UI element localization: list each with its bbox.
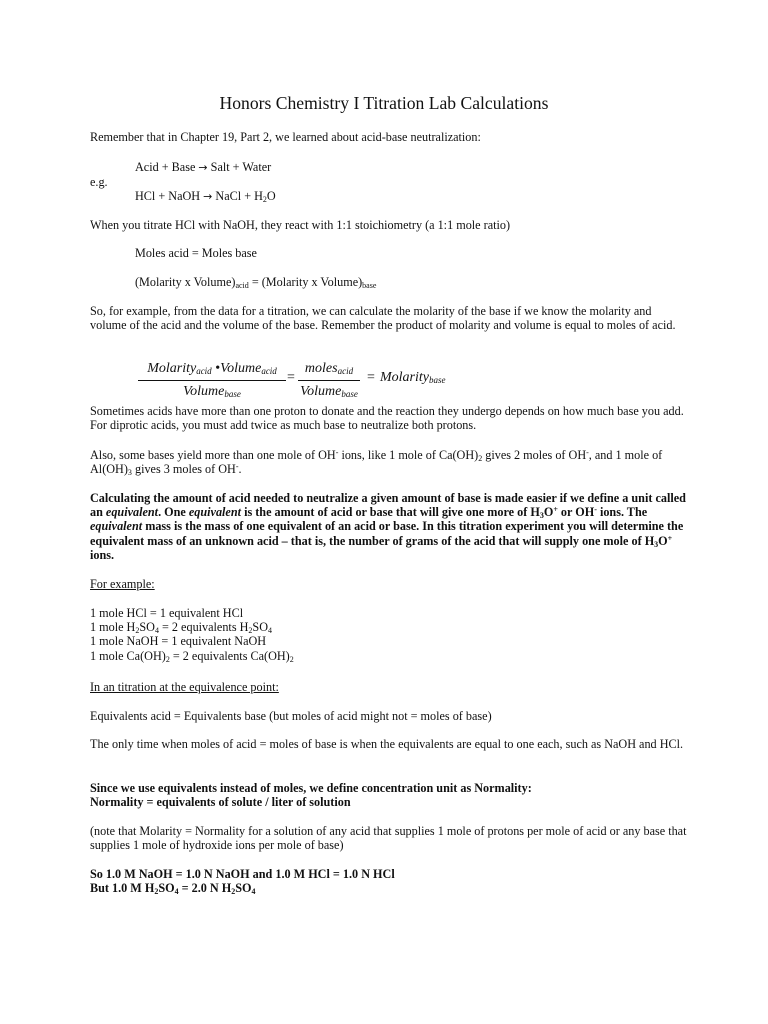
- subscript: acid: [235, 281, 249, 290]
- text-run: SO: [235, 881, 252, 896]
- superscript: +: [667, 533, 673, 543]
- fraction-denominator: [138, 384, 286, 400]
- equivalent-definition: [90, 491, 690, 562]
- italic-term: equivalent: [90, 519, 143, 534]
- term-molarity: Molarity: [147, 361, 197, 376]
- subscript: 2: [248, 626, 253, 636]
- text-run: ions.: [90, 547, 115, 562]
- text-run: Also, some bases yield more than one mole of OH: [90, 448, 336, 462]
- text-run: gives 3 moles of OH: [131, 462, 236, 477]
- term-volume: Volume: [220, 361, 262, 376]
- equivalence-point-heading: In an titration at the equivalence point:: [90, 680, 279, 694]
- text-run: SO: [252, 620, 269, 635]
- reaction-lhs: HCl + NaOH: [135, 189, 201, 203]
- normality-line-2: Normality = equivalents of solute / liter of solution: [90, 795, 351, 810]
- subscript: base: [224, 389, 241, 399]
- text-run: is the amount of acid or base that will give one more of H: [241, 505, 540, 520]
- superscript: -: [235, 462, 239, 472]
- subscript: acid: [261, 366, 277, 376]
- formula-result: [380, 371, 446, 385]
- subscript: 2: [165, 654, 170, 664]
- fraction-bar: [298, 380, 360, 381]
- text-run: SO: [139, 620, 155, 635]
- general-reaction: [135, 160, 735, 175]
- superscript: -: [586, 448, 589, 457]
- subscript: 2: [262, 195, 267, 204]
- dot-operator: •: [215, 361, 221, 376]
- text-run: .: [238, 462, 242, 477]
- final-examples: [90, 867, 690, 895]
- subscript: 3: [127, 468, 132, 478]
- italic-term: equivalent: [105, 505, 159, 520]
- arrow-icon: →: [198, 161, 208, 174]
- molarity-eq-left: (Molarity x Volume): [135, 275, 236, 289]
- text-run: mass is the mass of one equivalent of an acid or base. In this titration experiment you will determine the equivalent mass of an unknown acid – that is, the number of grams of the acid that will supply one mole of H: [90, 519, 684, 548]
- reaction-rhs-a: NaCl + H: [215, 189, 263, 203]
- text-run: 1 mole NaOH = 1 equivalent NaOH: [90, 634, 267, 649]
- text-run: ions. The: [596, 505, 648, 520]
- superscript: -: [335, 448, 339, 457]
- reaction-right: Salt + Water: [210, 160, 272, 174]
- text-run: = 2 equivalents H: [158, 620, 249, 635]
- fraction-numerator: [298, 360, 360, 378]
- text-run: gives 2 moles of OH: [482, 448, 587, 462]
- subscript: acid: [196, 366, 212, 376]
- equivalence-point-text: Equivalents acid = Equivalents base (but moles of acid might not = moles of base): [90, 709, 492, 723]
- equals-sign: =: [367, 370, 375, 385]
- subscript: 2: [289, 654, 294, 664]
- subscript: 2: [135, 626, 140, 636]
- eg-label: e.g.: [90, 175, 108, 189]
- text-run: But 1.0 M H: [90, 881, 155, 896]
- text-run: Calculating the amount of acid needed to neutralize a given amount of base is made easier if we define a unit called an: [90, 491, 686, 520]
- subscript: 4: [251, 887, 256, 897]
- subscript: 4: [268, 626, 273, 636]
- subscript: base: [341, 389, 358, 399]
- subscript: 3: [654, 539, 659, 549]
- fraction-denominator: [298, 384, 360, 400]
- term-molarity: Molarity: [380, 370, 429, 385]
- term-volume: Volume: [183, 384, 225, 399]
- note-paragraph: (note that Molarity = Normality for a solution of any acid that supplies 1 mole of protons per mole of acid or any base that supplies 1 mole of hydroxide ions per mole of base): [90, 824, 687, 853]
- subscript: 4: [154, 626, 159, 636]
- subscript: acid: [337, 366, 354, 376]
- list-item: [90, 606, 690, 620]
- fraction-numerator: [138, 360, 286, 378]
- final-example-line-2: [90, 881, 690, 895]
- text-run: ions, like 1 mole of Ca(OH): [338, 448, 479, 462]
- term-volume: Volume: [300, 384, 342, 399]
- text-run: 1 mole HCl = 1 equivalent HCl: [90, 606, 244, 620]
- equivalents-list: [90, 606, 690, 663]
- superscript: +: [553, 505, 558, 515]
- molarity-formula: [138, 360, 538, 406]
- molarity-eq-right: = (Molarity x Volume): [248, 275, 363, 289]
- final-example-line-1: So 1.0 M NaOH = 1.0 N NaOH and 1.0 M HCl = 1.0 N HCl: [90, 867, 395, 881]
- equals-sign: =: [287, 370, 295, 385]
- reaction-rhs-b: O: [266, 189, 276, 203]
- page-title: Honors Chemistry I Titration Lab Calculations: [219, 93, 549, 113]
- text-run: or OH: [557, 505, 595, 520]
- subscript: 2: [231, 887, 236, 897]
- list-item: [90, 620, 690, 634]
- text-run: O: [658, 533, 668, 548]
- subscript: 2: [154, 887, 159, 897]
- fraction-moles-volume: [298, 360, 360, 400]
- superscript: -: [594, 505, 597, 515]
- term-moles: moles: [304, 361, 338, 376]
- text-run: 1 mole H: [90, 620, 136, 635]
- subscript: 4: [174, 887, 179, 897]
- list-item: [90, 634, 690, 648]
- diprotic-paragraph: Sometimes acids have more than one proton to donate and the reaction they undergo depends on how much base you add. For diprotic acids, you must add twice as much base to neutralize both protons.: [90, 404, 684, 433]
- arrow-icon: →: [203, 190, 213, 203]
- normality-definition: [90, 781, 690, 809]
- text-run: 1 mole Ca(OH): [90, 648, 166, 663]
- fraction-molarity-volume: [138, 360, 286, 400]
- text-run: O: [543, 505, 554, 520]
- intro-text: Remember that in Chapter 19, Part 2, we learned about acid-base neutralization:: [90, 130, 481, 144]
- list-item: [90, 649, 690, 663]
- italic-term: equivalent: [188, 505, 242, 520]
- example-paragraph: So, for example, from the data for a titration, we can calculate the molarity of the base if we know the molarity and volume of the acid and the volume of the base. Remember the product of molarity and volume is equal to moles of acid.: [90, 304, 676, 333]
- for-example-heading: For example:: [90, 577, 155, 591]
- bases-paragraph: [90, 448, 690, 476]
- subscript: base: [429, 375, 446, 385]
- text-run: = 2.0 N H: [178, 881, 232, 896]
- subscript: 2: [478, 454, 483, 463]
- text-run: SO: [158, 881, 175, 896]
- reaction-left: Acid + Base: [135, 160, 196, 174]
- stoichiometry-text: When you titrate HCl with NaOH, they react with 1:1 stoichiometry (a 1:1 mole ratio): [90, 218, 511, 232]
- text-run: . One: [158, 505, 189, 520]
- fraction-bar: [138, 380, 286, 381]
- subscript: 3: [539, 511, 544, 521]
- text-run: = 2 equivalents Ca(OH): [169, 648, 290, 663]
- text-run: , and 1 mole of Al(OH): [90, 448, 663, 477]
- example-reaction: [135, 189, 735, 204]
- normality-line-1: Since we use equivalents instead of moles, we define concentration unit as Normality:: [90, 781, 532, 795]
- only-time-paragraph: The only time when moles of acid = moles of base is when the equivalents are equal to one each, such as NaOH and HCl.: [90, 737, 684, 751]
- moles-equation: Moles acid = Moles base: [135, 246, 257, 260]
- molarity-equation: [135, 275, 735, 289]
- subscript: base: [362, 281, 377, 290]
